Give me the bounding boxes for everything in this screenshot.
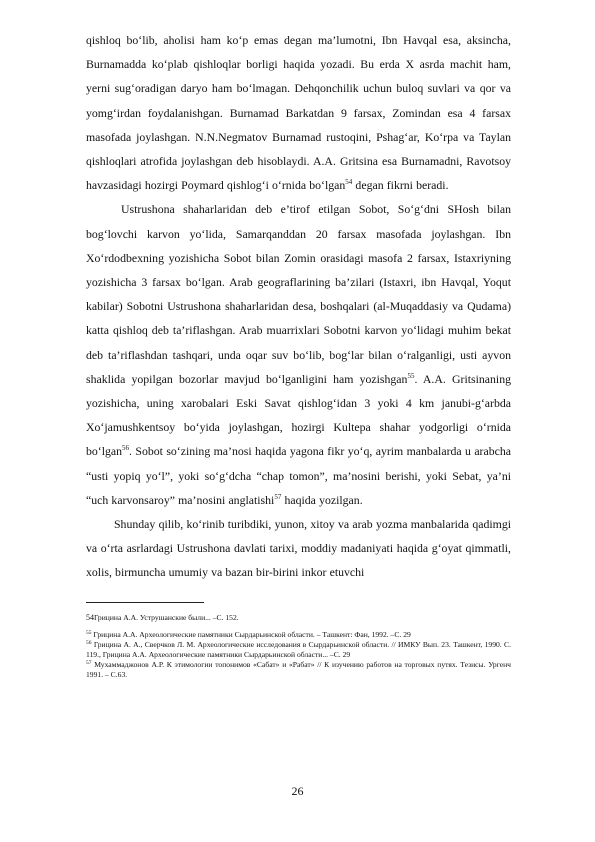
footnote-54: [86, 613, 511, 623]
page-number: 26: [291, 784, 304, 798]
paragraph-1-text: qishloq bo‘lib, aholisi ham ko‘p emas degan ma’lumotni, Ibn Havqal esa, aksincha, Burnamadda ko‘plab qishloqlar borligi haqida yozadi. Bu erda X asrda machit ham, yerni sug‘oradigan daryo ham bo‘lmagan. Dehqonchilik uchun buloq suvlari va qor va yomg‘irdan foydalanishgan. Burnamad Barkatdan 9 farsax, Zomindan esa 4 farsax masofada joylashgan. N.N.Negmatov Burnamad rustoqini, Pshag‘ar, Ko‘rpa va Taylan qishloqlari atrofida joylashgan deb hisoblaydi. A.A. Gritsina esa Burnamadni, Ravotsoy havzasidagi hozirgi Poymard qishlog‘i o‘rnida bo‘lgan: [86, 33, 511, 193]
paragraph-3-text: Shunday qilib, ko‘rinib turibdiki, yunon, xitoy va arab yozma manbalarida qadimgi va o‘rta asrlardagi Ustrushona davlati tarixi, moddiy madaniyati haqida g‘oyat qimmatli, xolis, birmuncha umumiy va bazan bir-birini inkor etuvchi: [86, 517, 511, 580]
paragraph-2-text-a: Ustrushona shaharlaridan deb e’tirof etilgan Sobot, So‘g‘dni SHosh bilan bog‘lovchi karvon yo‘lida, Samarqanddan 20 farsax masofada joylashgan. Ibn Xo‘rdodbexning yozishicha Sobot bilan Zomin orasidagi masofa 2 farsax, Istaxriyning yozishicha 3 farsax bo‘lgan. Arab geograflarining ba’zilari (Istaxri, ibn Havqal, Yoqut kabilar) Sobotni Ustrushona shaharlaridan desa, boshqalari (al-Muqaddasiy va Qudama) katta qishloq deb ta’riflashgan. Arab muarrixlari Sobotni karvon yo‘lidagi muhim bekat deb ta’riflashdan tashqari, unda oqar suv bo‘lib, bog‘lar bilan o‘ralganligi, usti ayvon shaklida yopilgan bozorlar mavjud bo‘lganligini ham yozishgan: [86, 202, 511, 386]
footnote-56: [86, 640, 511, 660]
footnote-number: 57: [86, 659, 92, 666]
paragraph-1: [86, 28, 511, 197]
footnote-text: Грицина А.А. Археологические памятники Сырдарьинской области. – Ташкент: Фан, 1992. –С. 29: [93, 629, 411, 639]
paragraph-3: [86, 512, 511, 585]
footnote-ref-57[interactable]: 57: [274, 492, 282, 501]
footnote-number: 55: [86, 629, 92, 636]
footnote-ref-54[interactable]: 54: [345, 178, 353, 187]
footnote-text: Грицина А.А. Уструшанские были... –С. 152.: [94, 612, 239, 622]
footnote-number: 56: [86, 639, 92, 646]
paragraph-2-text-b: . A.A. Gritsinaning yozishicha, uning xarobalari Eski Savat qishlog‘idan 3 yoki 4 km janubi-g‘arbda Xo‘jamushkentsoy bo‘yida joylashgan, hozirgi Kultepa shahar yodgorligi o‘rnida bo‘lgan: [86, 371, 512, 459]
paragraph-2-end: haqida yozilgan.: [281, 492, 363, 507]
footnote-text: Мухаммаджонов А.Р. К этимологии топонимов «Сабат» и «Рабат» // К изучению работов на торговых путях. Тезисы. Ургенч 1991. – С.63.: [86, 659, 511, 679]
footnote-57: [86, 660, 511, 680]
page-body: [86, 28, 511, 680]
footnote-divider: [86, 602, 204, 603]
paragraph-2: [86, 197, 511, 512]
footnote-number: 54: [86, 612, 94, 622]
footnote-55: [86, 630, 511, 640]
footnote-ref-56[interactable]: 56: [122, 444, 130, 453]
paragraph-1-end: degan fikrni beradi.: [352, 178, 449, 193]
footnote-text: Грицина А. А., Сверчков Л. М. Археологические исследования в Сырдарьинской области. // ИМКУ Вып. 23. Ташкент, 1990. С. 119., Грицина А.А. Археологические памятники Сырдарьинской области... –С. 29: [86, 639, 511, 659]
footnote-ref-55[interactable]: 55: [407, 371, 415, 380]
paragraph-2-text-c: . Sobot so‘zining ma’nosi haqida yagona fikr yo‘q, ayrim manbalarda u arabcha “usti yopiq yo‘l”, yoki so‘g‘dcha “chap tomon”, ma’nosini berishi, yoki Sebat, ya’ni “uch karvonsaroy” ma’nosini anglatishi: [86, 444, 511, 507]
